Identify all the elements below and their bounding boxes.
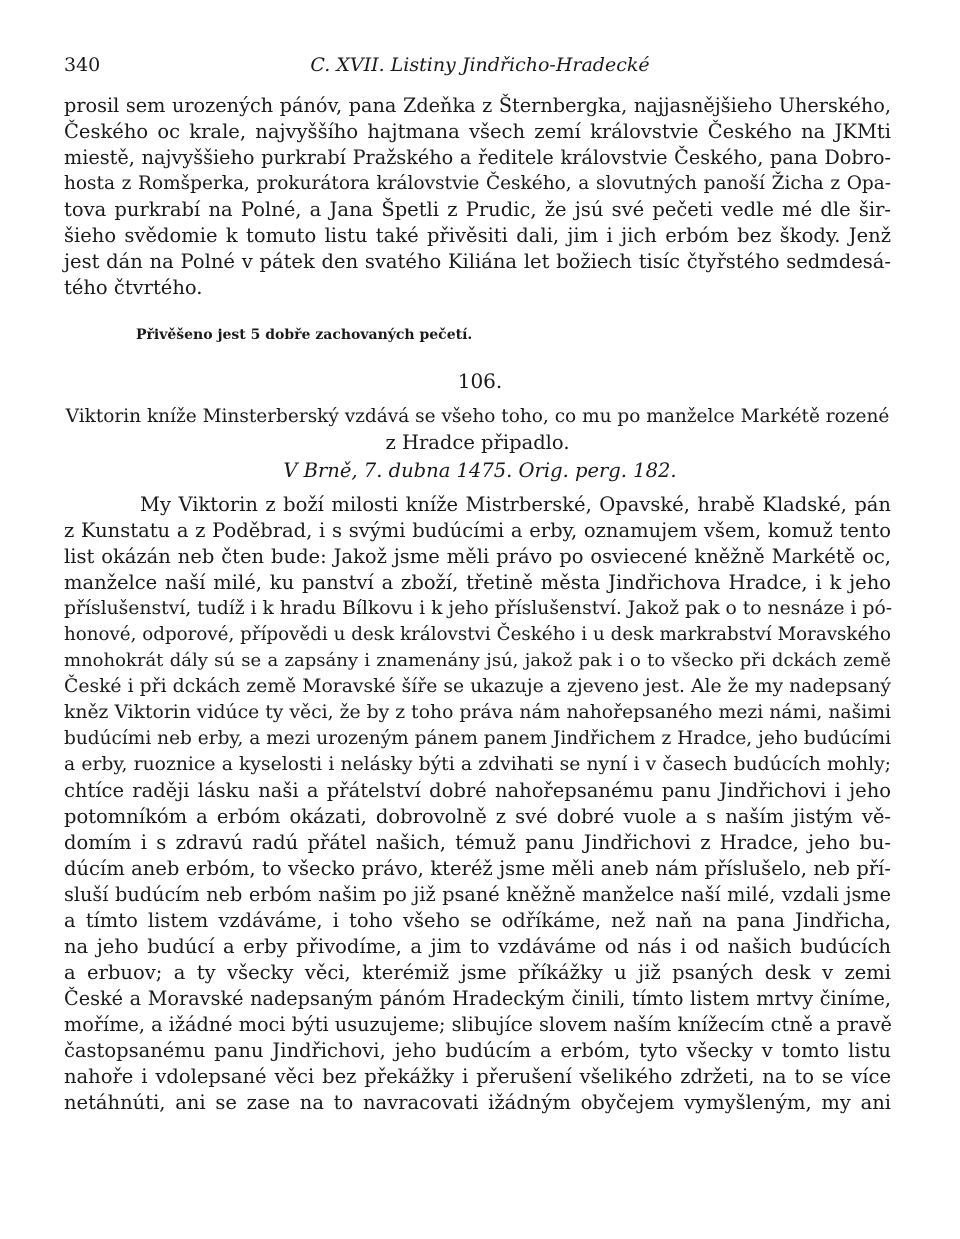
text-line: miestě, najvyššieho purkrabí Pražského a ředitele královstvie Českého, pana Dobro- <box>64 146 891 169</box>
text-line: sluší budúcím neb erbóm našim po již psané kněžně manželce naší milé, vzdali jsme <box>64 883 891 906</box>
text-line: z Kunstatu a z Poděbrad, i s svými budúcími a erby, oznamujem všem, komuž tento <box>64 519 891 542</box>
text-line: netáhnúti, ani se zase na to navracovati ižádným obyčejem vymyšleným, my ani <box>64 1091 891 1114</box>
text-line: hosta z Romšperka, prokurátora královstvie Českého, a slovutných panoší Žicha z Opa- <box>64 173 891 194</box>
text-line: a tímto listem vzdáváme, i toho všeho se odříkáme, než naň na pana Jindřicha, <box>64 909 891 932</box>
regest-line: Viktorin kníže Minsterberský vzdává se všeho toho, co mu po manželce Markétě rozené <box>65 406 890 427</box>
text-line: domím i s zdravú radú přátel našich, témuž panu Jindřichovi z Hradce, jeho bu- <box>64 831 891 854</box>
dateline: V Brně, 7. dubna 1475. Orig. perg. 182. <box>283 459 677 482</box>
text-line: a erby, ruoznice a kyselosti i nelásky býti a zdvihati se nyní i v časech budúcích mohly; <box>64 754 891 775</box>
page-number: 340 <box>64 54 101 76</box>
text-line: tého čtvrtého. <box>64 276 203 299</box>
text-line: list okázán neb čten bude: Jakož jsme měli právo po osviecené kněžně Markétě oc, <box>64 545 891 568</box>
text-line: na jeho budúcí a erby přivodíme, a jim to vzdáváme od nás i od našich budúcích <box>64 935 891 958</box>
document-number: 106. <box>457 369 503 393</box>
text-line: nahoře i vdolepsané věci bez překážky i přerušení všelikého zdržeti, na to se více <box>64 1065 891 1088</box>
text-line: příslušenství, tudíž i k hradu Bílkovu i k jeho příslušenství. Jakož pak o to nesnáze i pó- <box>64 598 893 619</box>
text-line: České a Moravské nadepsaným pánóm Hradeckým činili, tímto listem mrtvy činíme, <box>64 987 891 1010</box>
seal-note: Přivěšeno jest 5 dobře zachovaných pečetí. <box>136 327 473 343</box>
text-line: mnohokrát dály sú se a zapsány i znamenány jsú, jakož pak i o to všecko při dckách země <box>64 650 891 671</box>
text-line: potomníkóm a erbóm okázati, dobrovolně z své dobré vuole a s naším jistým vě- <box>64 805 891 828</box>
text-line: chtíce raději lásku naši a přátelství dobré nahořepsanému panu Jindřichovi i jeho <box>64 779 891 802</box>
text-line: a erbuov; a ty všecky věci, kterémiž jsme příkážky u již psaných desk v zemi <box>64 961 891 984</box>
text-line: častopsanému panu Jindřichovi, jeho budúcím a erbóm, tyto všecky v tomto listu <box>64 1039 891 1062</box>
regest-line: z Hradce připadlo. <box>385 431 570 454</box>
text-line: jest dán na Polné v pátek den svatého Kiliána let božiech tisíc čtyřstého sedmdesá- <box>64 250 891 273</box>
text-line: budúcími neb erby, a mezi urozeným pánem panem Jindřichem z Hradce, jeho budúcími <box>64 728 891 749</box>
text-line: prosil sem urozených pánóv, pana Zdeňka z Šternbergka, najjasnějšieho Uherského, <box>64 94 891 117</box>
text-line: dúcím aneb erbóm, to všecko právo, kteréž jsme měli aneb nám příslušelo, neb pří- <box>64 857 891 880</box>
text-line: tova purkrabí na Polné, a Jana Špetli z Prudic, že jsú své pečeti vedle mé dle šir- <box>64 198 891 221</box>
text-line: Českého oc krale, najvyššího hajtmana všech zemí královstvie Českého na JKMti <box>64 120 891 143</box>
text-line: honové, odporové, přípovědi u desk královstvi Českého i u desk markrabství Moravského <box>64 624 891 645</box>
text-line: šieho svědomie k tomuto listu také přivěsiti dali, jim i jich erbóm bez škody. Jenž <box>64 224 891 247</box>
running-head <box>64 54 896 84</box>
text-line: My Viktorin z boží milosti kníže Mistrberské, Opavské, hrabě Kladské, pán <box>140 493 891 516</box>
running-title: C. XVII. Listiny Jindřicho-Hradecké <box>310 54 650 76</box>
text-line: kněz Viktorin vidúce ty věci, že by z toho práva nám nahořepsaného mezi námi, našimi <box>64 702 891 723</box>
text-line: moříme, a ižádné moci býti usuzujeme; slibujíce slovem naším knížecím ctně a pravě <box>64 1013 892 1036</box>
text-line: manželce naší milé, ku panství a zboží, třetině města Jindřichova Hradce, i k jeho <box>64 571 891 594</box>
text-line: České i při dckách země Moravské šíře se ukazuje a zjeveno jest. Ale že my nadepsaný <box>64 676 891 697</box>
